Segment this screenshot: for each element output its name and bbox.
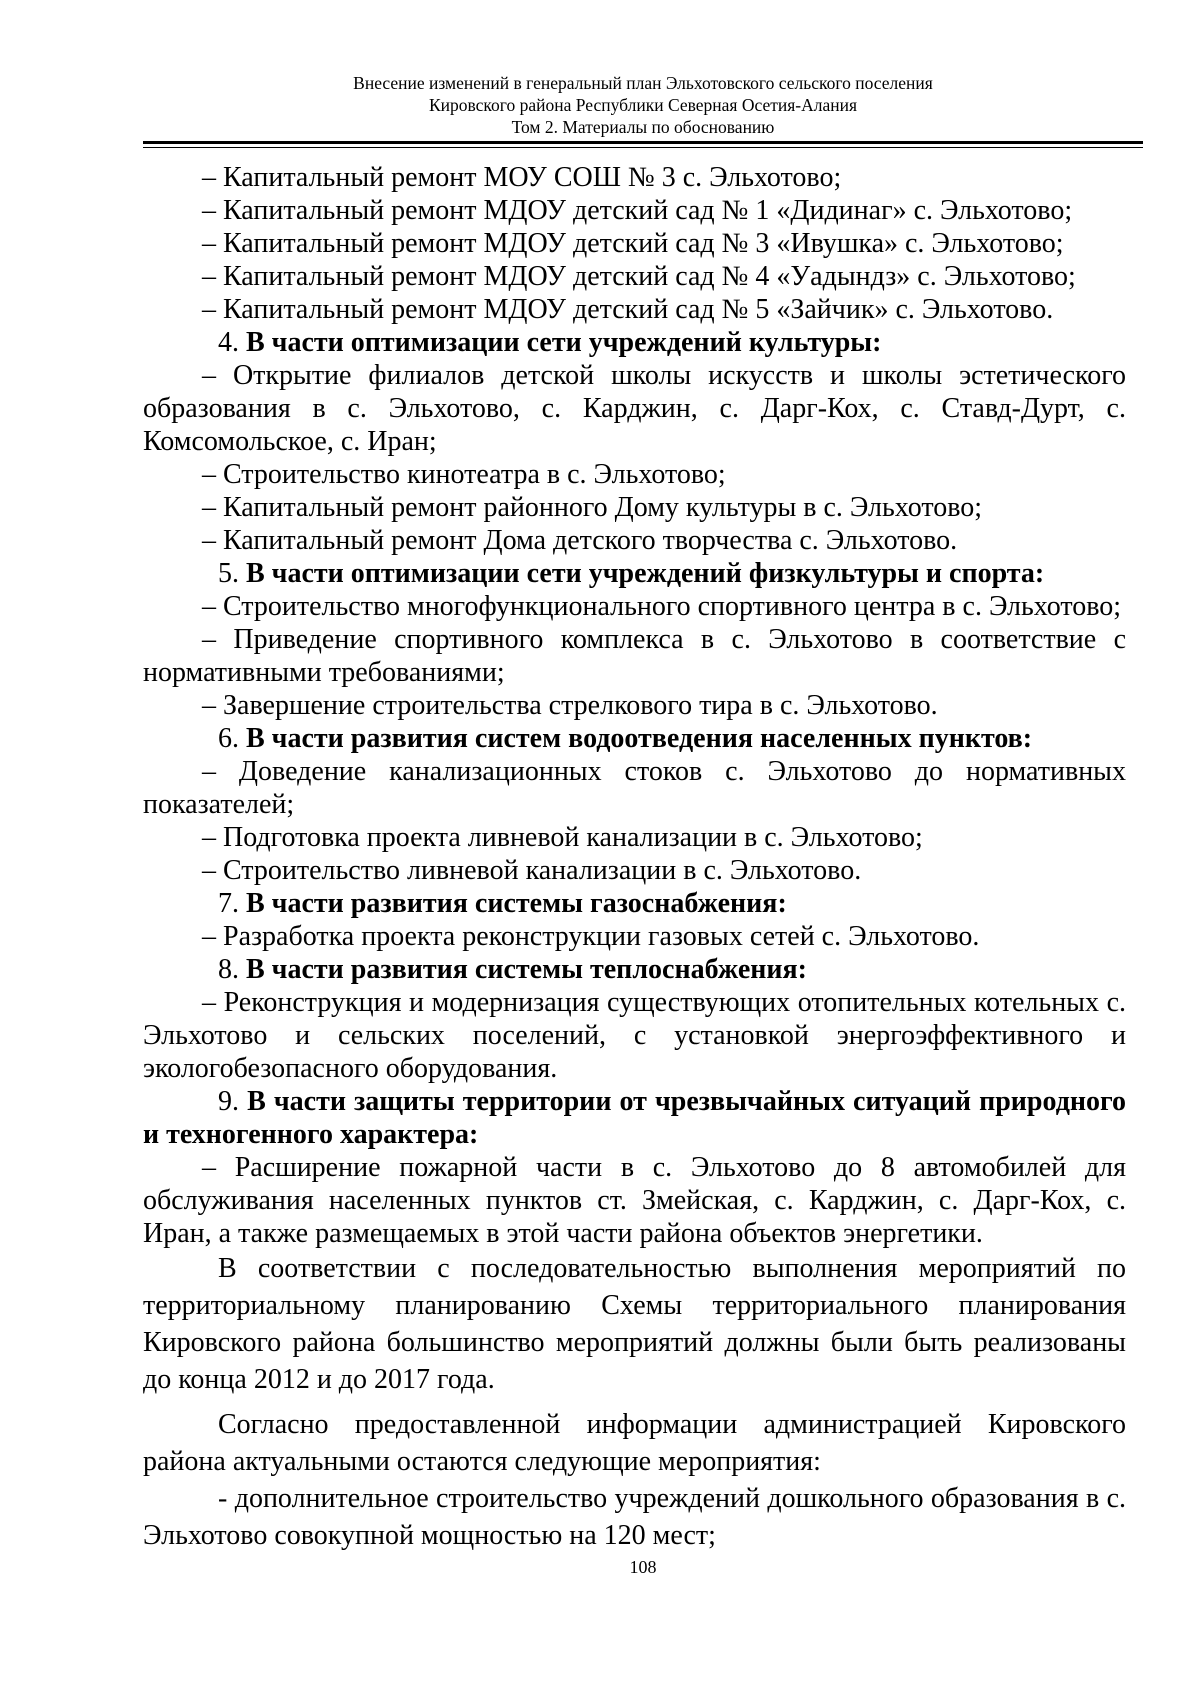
section-heading — [143, 953, 1126, 986]
section-heading — [143, 557, 1126, 590]
list-item: – Капитальный ремонт районного Дому культуры в с. Эльхотово; — [202, 492, 983, 523]
section-title: В части развития систем водоотведения населенных пунктов: — [246, 723, 1033, 754]
list-item: – Реконструкция и модернизация существующих отопительных котельных с. Эльхотово и сельских поселений, с установкой энергоэффективного и экологобезопасного оборудования. — [143, 987, 1126, 1084]
header-line-3: Том 2. Материалы по обоснованию — [511, 117, 775, 137]
section-number: 4. — [218, 327, 246, 358]
body-paragraph: - дополнительное строительство учреждений дошкольного образования в с. Эльхотово совокупной мощностью на 120 мест; — [143, 1483, 1126, 1551]
list-item: – Капитальный ремонт МОУ СОШ № 3 с. Эльхотово; — [202, 162, 842, 193]
list-item: – Доведение канализационных стоков с. Эльхотово до нормативных показателей; — [143, 756, 1126, 820]
section-title: В части защиты территории от чрезвычайных ситуаций природного и техногенного характера: — [143, 1086, 1127, 1150]
section-title: В части оптимизации сети учреждений культуры: — [246, 327, 882, 358]
list-item: – Капитальный ремонт МДОУ детский сад № 5 «Зайчик» с. Эльхотово. — [202, 294, 1054, 325]
list-item: – Завершение строительства стрелкового тира в с. Эльхотово. — [202, 690, 938, 721]
body-paragraph: Согласно предоставленной информации администрацией Кировского района актуальными остаются следующие мероприятия: — [143, 1409, 1126, 1477]
list-item: – Строительство ливневой канализации в с. Эльхотово. — [202, 855, 862, 886]
list-item: – Строительство кинотеатра в с. Эльхотово; — [202, 459, 726, 490]
header-line-2: Кировского района Республики Северная Осетия-Алания — [428, 95, 858, 115]
section-number: 9. — [218, 1086, 248, 1117]
list-item: – Подготовка проекта ливневой канализации в с. Эльхотово; — [202, 822, 923, 853]
list-item: – Капитальный ремонт МДОУ детский сад № 3 «Ивушка» с. Эльхотово; — [202, 228, 1064, 259]
section-title: В части оптимизации сети учреждений физкультуры и спорта: — [246, 558, 1045, 589]
section-title: В части развития системы газоснабжения: — [246, 888, 787, 919]
list-item: – Капитальный ремонт МДОУ детский сад № 1 «Дидинаг» с. Эльхотово; — [202, 195, 1073, 226]
page-body — [143, 161, 1126, 1554]
section-heading — [143, 1085, 1126, 1151]
section-title: В части развития системы теплоснабжения: — [246, 954, 807, 985]
list-item: – Разработка проекта реконструкции газовых сетей с. Эльхотово. — [202, 921, 980, 952]
body-paragraph: В соответствии с последовательностью выполнения мероприятий по территориальному планированию Схемы территориального планирования Кировского района большинство мероприятий должны были быть реализованы до конца 2012 и до 2017 года. — [143, 1253, 1126, 1395]
list-item: – Приведение спортивного комплекса в с. Эльхотово в соответствие с нормативными требованиями; — [143, 624, 1126, 688]
list-item: – Расширение пожарной части в с. Эльхотово до 8 автомобилей для обслуживания населенных пунктов ст. Змейская, с. Карджин, с. Дарг-Кох, с. Иран, а также размещаемых в этой части района объектов энергетики. — [143, 1152, 1126, 1249]
section-number: 5. — [218, 558, 246, 589]
section-heading — [143, 887, 1126, 920]
list-item: – Строительство многофункционального спортивного центра в с. Эльхотово; — [202, 591, 1122, 622]
document-header — [143, 72, 1143, 138]
list-item: – Капитальный ремонт Дома детского творчества с. Эльхотово. — [202, 525, 958, 556]
header-line-1: Внесение изменений в генеральный план Эльхотовского сельского поселения — [353, 73, 933, 93]
section-number: 8. — [218, 954, 246, 985]
header-rule-thick — [143, 141, 1143, 144]
list-item: – Капитальный ремонт МДОУ детский сад № 4 «Уадындз» с. Эльхотово; — [202, 261, 1076, 292]
list-item: – Открытие филиалов детской школы искусств и школы эстетического образования в с. Эльхотово, с. Карджин, с. Дарг-Кох, с. Ставд-Дурт, с. Комсомольское, с. Иран; — [143, 360, 1126, 457]
section-number: 6. — [218, 723, 246, 754]
header-rule-thin — [143, 147, 1143, 148]
section-heading — [143, 722, 1126, 755]
section-heading — [143, 326, 1126, 359]
page-number: 108 — [629, 1557, 657, 1577]
section-number: 7. — [218, 888, 246, 919]
